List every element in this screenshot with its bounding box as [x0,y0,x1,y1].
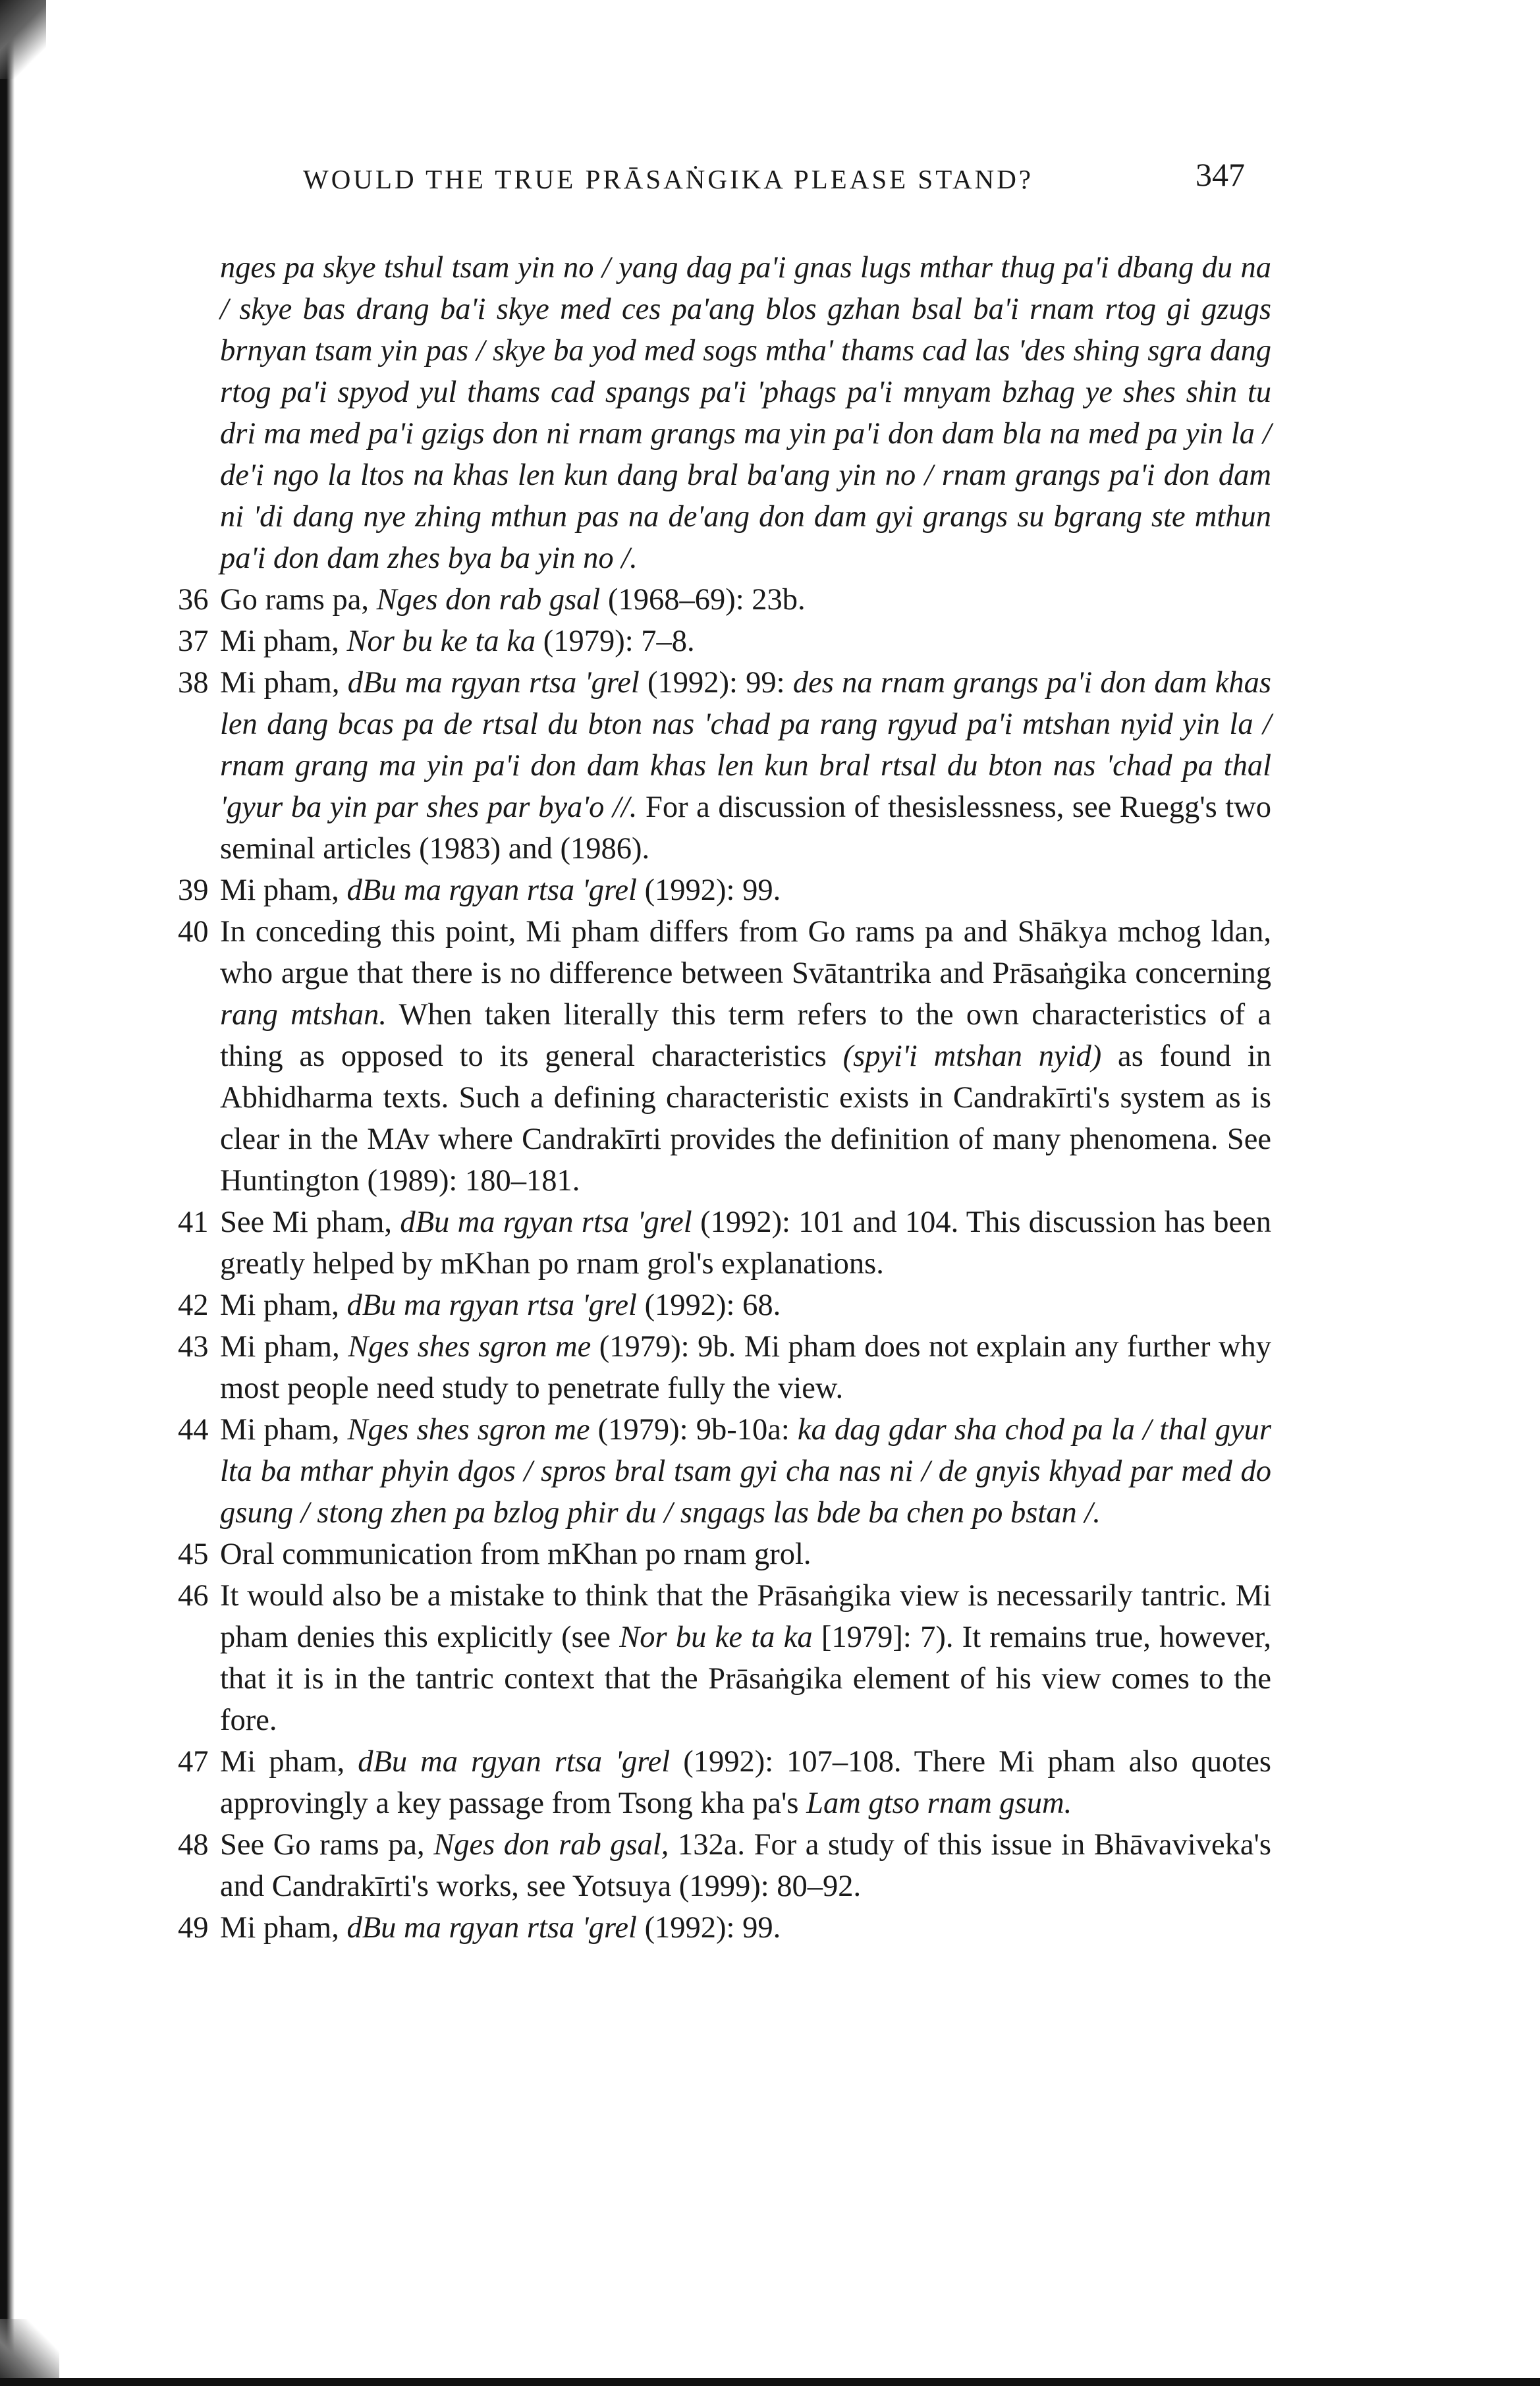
footnote-text: (1979): 9b-10a: [590,1413,798,1447]
footnote-italic-text: Nges shes sgron me [347,1413,590,1447]
running-head: WOULD THE TRUE PRĀSAṄGIKA PLEASE STAND? [303,164,1034,194]
footnote-text: [1979]: 7). It remains true, however, that it is in the tantric context that the Prāsaṅgika element of his view comes to the fore. [220,1621,1271,1737]
footnote-italic-text: dBu ma rgyan rtsa 'grel [400,1206,692,1239]
footnote-text: (1992): 99: [639,666,793,700]
footnote-italic-text: Nges shes sgron me [348,1330,591,1364]
footnote-text: See Go rams pa, [220,1828,434,1862]
footnote-text: (1992): 68. [636,1289,781,1322]
footnote-text: When taken literally this term refers to the own characteristics of a thing as opposed to its general characteristics [220,998,1271,1073]
footnote-list [178,579,1271,1949]
footnote-text: (1992): 101 and 104. This discussion has been greatly helped by mKhan po rnam grol's explanations. [220,1206,1271,1281]
footnote-36 [178,579,1271,621]
footnote-number: 44 [178,1413,209,1447]
footnote-text: Mi pham, [220,1745,358,1779]
footnote-text: Mi pham, [220,666,348,700]
footnote-47 [178,1741,1271,1824]
footnote-text: Mi pham, [220,1911,347,1945]
continued-tibetan-quote: nges pa skye tshul tsam yin no / yang dag pa'i gnas lugs mthar thug pa'i dbang du na / skye bas drang ba'i skye med ces pa'ang blos gzhan bsal ba'i rnam rtog gi gzugs brnyan tsam yin pas / skye ba yod med sogs mtha' thams cad las 'des shing sgra dang rtog pa'i spyod yul thams cad spangs pa'i 'phags pa'i mnyam bzhag ye shes shin tu dri ma med pa'i gzigs don ni rnam grangs ma yin pa'i don dam bla na med pa yin la / de'i ngo la ltos na khas len kun dang bral ba'ang yin no / rnam grangs pa'i don dam ni 'di dang nye zhing mthun pas na de'ang don dam gyi grangs su bgrang ste mthun pa'i don dam zhes bya ba yin no /. [220,251,1271,575]
binding-mark-bottom [0,2319,59,2386]
footnote-italic-text: dBu ma rgyan rtsa 'grel [346,1911,637,1945]
footnote-number: 39 [178,874,209,907]
footnote-text: 132a. For a study of this issue in Bhāvaviveka's and Candrakīrti's works, see Yotsuya (1999): 80–92. [220,1828,1271,1903]
footnote-italic-text: ka dag gdar sha chod pa la / thal gyur lta ba mthar phyin dgos / spros bral tsam gyi cha nas ni / de gnyis khyad par med do gsung / stong zhen pa bzlog phir du / sngags las bde ba chen po bstan /. [220,1413,1271,1530]
footnote-italic-text: dBu ma rgyan rtsa 'grel [346,1289,637,1322]
footnote-49 [178,1907,1271,1949]
footnote-number: 37 [178,624,209,658]
footnote-italic-text: Nges don rab gsal, [433,1828,669,1862]
footnote-44 [178,1409,1271,1534]
footnote-number: 40 [178,915,209,949]
footnote-italic-text: Nges don rab gsal [376,583,601,617]
footnote-text: Mi pham, [220,1289,347,1322]
footnote-text: Go rams pa, [220,583,377,617]
footnote-italic-text: Nor bu ke ta ka [346,624,536,658]
footnote-number: 36 [178,583,209,617]
footnote-48 [178,1824,1271,1907]
footnote-number: 42 [178,1289,209,1322]
bottom-scan-edge [0,2378,1540,2386]
footnote-number: 45 [178,1538,209,1571]
footnote-text: Mi pham, [220,624,347,658]
footnote-number: 48 [178,1828,209,1862]
footnote-38 [178,662,1271,870]
footnote-italic-text: rang mtshan. [220,998,387,1032]
footnote-text: as found in Abhidharma texts. Such a defining characteristic exists in Candrakīrti's system as is clear in the MAv where Candrakīrti provides the definition of many phenomena. See Huntington (1989): 180–181. [220,1040,1271,1198]
footnote-text: (1979): 9b. Mi pham does not explain any further why most people need study to penetrate fully the view. [220,1330,1272,1405]
footnote-42 [178,1285,1271,1326]
footnote-number: 43 [178,1330,209,1364]
footnote-43 [178,1326,1271,1409]
footnote-text: In conceding this point, Mi pham differs from Go rams pa and Shākya mchog ldan, who argue that there is no difference between Svātantrika and Prāsaṅgika concerning [220,915,1271,990]
page-number: 347 [1196,156,1245,193]
footnote-40 [178,911,1271,1202]
footnote-text: Mi pham, [220,1413,348,1447]
footnote-text: (1979): 7–8. [536,624,695,658]
footnotes-body [178,247,1271,1949]
footnote-number: 41 [178,1206,209,1239]
binding-shadow [0,0,14,2386]
footnote-italic-text: des na rnam grangs pa'i don dam khas len dang bcas pa de rtsal du bton nas 'chad pa rang rgyud pa'i mtshan nyid yin la / rnam grang ma yin pa'i don dam khas len kun bral rtsal du bton nas 'chad pa thal 'gyur ba yin par shes par bya'o //. [220,666,1271,824]
footnote-number: 47 [178,1745,209,1779]
footnote-italic-text: dBu ma rgyan rtsa 'grel [358,1745,671,1779]
footnote-text: For a discussion of thesislessness, see Ruegg's two seminal articles (1983) and (1986). [220,791,1271,866]
footnote-46 [178,1575,1271,1741]
footnote-text: (1992): 99. [636,1911,781,1945]
footnote-text: See Mi pham, [220,1206,400,1239]
footnote-45 [178,1534,1271,1575]
footnote-number: 38 [178,666,209,700]
footnote-text: Oral communication from mKhan po rnam grol. [220,1538,811,1571]
footnote-italic-text: Lam gtso rnam gsum. [806,1787,1072,1820]
footnote-text: (1968–69): 23b. [600,583,806,617]
footnote-text: (1992): 107–108. There Mi pham also quotes approvingly a key passage from Tsong kha pa's [220,1745,1271,1820]
footnote-39 [178,870,1271,911]
footnote-number: 46 [178,1579,209,1613]
footnote-41 [178,1202,1271,1285]
footnote-text: Mi pham, [220,874,347,907]
footnote-number: 49 [178,1911,209,1945]
footnote-italic-text: Nor bu ke ta ka [619,1621,813,1654]
footnote-text: (1992): 99. [636,874,781,907]
footnote-text: It would also be a mistake to think that the Prāsaṅgika view is necessarily tantric. Mi pham denies this explicitly (see [220,1579,1271,1654]
footnote-italic-text: (spyi'i mtshan nyid) [842,1040,1102,1073]
footnote-text: Mi pham, [220,1330,348,1364]
footnote-37 [178,621,1271,662]
footnote-italic-text: dBu ma rgyan rtsa 'grel [347,666,640,700]
footnote-italic-text: dBu ma rgyan rtsa 'grel [346,874,637,907]
binding-mark-top [0,0,46,79]
